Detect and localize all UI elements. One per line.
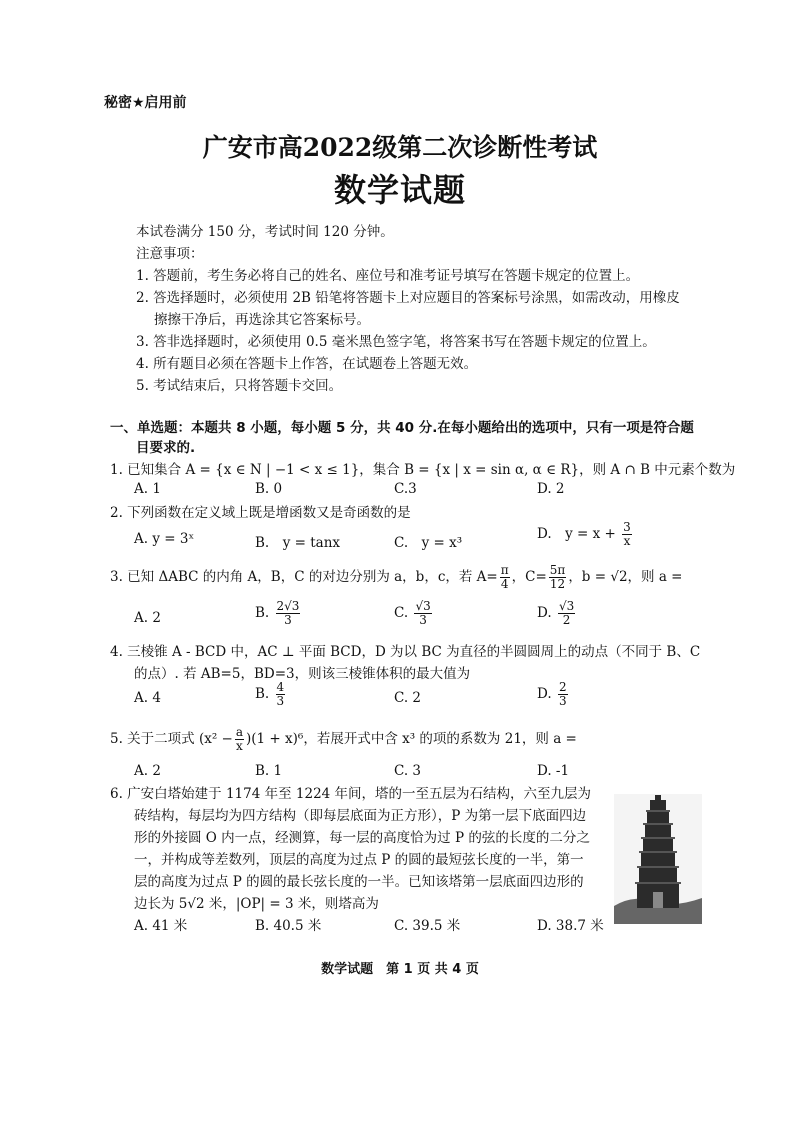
fraction-denominator: x <box>623 534 631 548</box>
question-6-stem-continued: 一，并构成等差数列，顶层的高度为过点 P 的圆的最短弦长度的一半，第一 <box>134 852 584 868</box>
option-fraction <box>276 600 301 627</box>
question-5-option-d: D. -1 <box>537 763 570 779</box>
question-4-stem: 4. 三棱锥 A - BCD 中，AC ⊥ 平面 BCD，D 为以 BC 为直径的半圆圆周上的动点（不同于 B、C <box>110 644 701 660</box>
question-2-option-d-prefix: D. y = x + <box>537 526 616 542</box>
question-2-option-d <box>537 521 634 548</box>
notice-item: 2. 答选择题时，必须使用 2B 铅笔将答题卡上对应题目的答案标号涂黑，如需改动，用橡皮 <box>136 290 680 306</box>
question-6-option-c: C. 39.5 米 <box>394 918 461 934</box>
fraction-numerator: 3 <box>623 520 631 534</box>
option-prefix: B. <box>255 686 270 702</box>
page-footer: 数学试题 第 1 页 共 4 页 <box>321 962 479 977</box>
fraction-denominator: 12 <box>549 577 566 591</box>
fraction-denominator: x <box>236 739 243 753</box>
notice-item: 3. 答非选择题时，必须使用 0.5 毫米黑色签字笔，将答案书写在答题卡规定的位置上。 <box>136 334 656 350</box>
question-5-option-b: B. 1 <box>255 763 283 779</box>
question-5-stem <box>110 726 577 753</box>
fraction-numerator: a <box>235 725 244 739</box>
notice-heading: 注意事项： <box>136 246 204 262</box>
subject-title: 数学试题 <box>333 171 466 209</box>
question-4-option-d <box>537 681 570 708</box>
option-prefix: B. <box>255 605 270 621</box>
question-2-option-d-fraction <box>622 521 632 548</box>
fraction-denominator: 3 <box>558 694 567 708</box>
confidential-label: 秘密★启用前 <box>104 95 187 111</box>
notice-item: 5. 考试结束后，只将答题卡交回。 <box>136 378 343 394</box>
question-6-stem-continued: 层的高度为过点 P 的圆的最长弦长度的一半。已知该塔第一层底面四边形的 <box>134 874 584 890</box>
question-5-stem-part-b: )(1 + x)⁶，若展开式中含 x³ 的项的系数为 21，则 a = <box>246 731 577 747</box>
question-6-option-a: A. 41 米 <box>134 918 188 934</box>
fraction-numerator: 5π <box>549 563 566 577</box>
option-fraction <box>558 600 575 627</box>
section-heading: 一、单选题：本题共 8 小题，每小题 5 分，共 40 分.在每小题给出的选项中，只有一项是符合题 <box>110 420 694 436</box>
angle-a-fraction <box>500 564 510 591</box>
notice-item: 1. 答题前，考生务必将自己的姓名、座位号和准考证号填写在答题卡规定的位置上。 <box>136 268 640 284</box>
question-6-option-b: B. 40.5 米 <box>255 918 322 934</box>
option-prefix: C. <box>394 605 409 621</box>
question-2-option-b: B. y = tanx <box>255 535 341 551</box>
option-fraction <box>558 681 568 708</box>
question-5-stem-part-a: 5. 关于二项式 (x² − <box>110 731 233 747</box>
question-1-option-d: D. 2 <box>537 481 565 497</box>
option-fraction <box>414 600 431 627</box>
exam-title: 广安市高2022级第二次诊断性考试 <box>202 133 598 162</box>
question-2-option-a: A. y = 3ˣ <box>134 531 195 547</box>
question-3-stem-part-a: 3. 已知 ΔABC 的内角 A，B，C 的对边分别为 a，b，c，若 A= <box>110 569 498 585</box>
question-1-stem: 1. 已知集合 A = {x ∈ N | −1 < x ≤ 1}，集合 B = {x | x = sin α, α ∈ R}，则 A ∩ B 中元素个数为 <box>110 462 736 478</box>
question-3-stem-part-c: ，b = √2，则 a = <box>568 569 683 585</box>
notice-intro: 本试卷满分 150 分，考试时间 120 分钟。 <box>136 224 394 240</box>
question-3-option-d <box>537 600 577 627</box>
fraction-denominator: 3 <box>419 613 427 627</box>
question-6-stem-continued: 边长为 5√2 米，|OP| = 3 米，则塔高为 <box>134 896 379 912</box>
question-1-option-a: A. 1 <box>134 481 161 497</box>
fraction-denominator: 2 <box>562 613 571 627</box>
notice-item-continued: 擦擦干净后，再选涂其它答案标号。 <box>154 312 370 328</box>
angle-c-fraction <box>549 564 567 591</box>
question-6-stem-continued: 砖结构，每层均为四方结构（即每层底面为正方形），P 为第一层下底面四边 <box>134 808 587 824</box>
fraction-numerator: 2√3 <box>276 599 300 613</box>
question-6-stem-continued: 形的外接圆 O 内一点，经测算，每一层的高度恰为过 P 的弦的长度的二分之 <box>134 830 590 846</box>
question-5-fraction <box>235 726 244 753</box>
fraction-numerator: 2 <box>558 680 567 694</box>
question-5-option-c: C. 3 <box>394 763 422 779</box>
question-3-option-b <box>255 600 302 627</box>
fraction-numerator: π <box>500 563 509 577</box>
option-prefix: D. <box>537 605 552 621</box>
question-1-option-c: C.3 <box>394 481 417 497</box>
option-prefix: D. <box>537 686 552 702</box>
question-3-stem <box>110 564 682 591</box>
question-4-option-c: C. 2 <box>394 690 422 706</box>
notice-item: 4. 所有题目必须在答题卡上作答，在试题卷上答题无效。 <box>136 356 478 372</box>
question-5-option-a: A. 2 <box>134 763 161 779</box>
question-3-option-a: A. 2 <box>134 610 161 626</box>
question-6-option-d: D. 38.7 米 <box>537 918 604 934</box>
question-3-option-c <box>394 600 434 627</box>
option-fraction <box>276 681 286 708</box>
section-heading-continued: 目要求的. <box>136 440 196 456</box>
fraction-denominator: 3 <box>284 613 292 627</box>
question-4-option-b <box>255 681 287 708</box>
question-4-option-a: A. 4 <box>134 690 161 706</box>
question-2-stem: 2. 下列函数在定义域上既是增函数又是奇函数的是 <box>110 505 411 521</box>
fraction-denominator: 3 <box>276 694 285 708</box>
question-3-stem-part-b: ，C= <box>511 569 547 585</box>
question-4-stem-continued: 的点）. 若 AB=5，BD=3，则该三棱锥体积的最大值为 <box>134 666 471 682</box>
pagoda-photo <box>614 794 702 924</box>
question-1-option-b: B. 0 <box>255 481 283 497</box>
fraction-denominator: 4 <box>500 577 509 591</box>
question-6-stem: 6. 广安白塔始建于 1174 年至 1224 年间，塔的一至五层为石结构，六至九层为 <box>110 786 592 802</box>
question-2-option-c: C. y = x³ <box>394 535 463 551</box>
fraction-numerator: √3 <box>558 599 575 613</box>
fraction-numerator: √3 <box>415 599 431 613</box>
fraction-numerator: 4 <box>276 680 285 694</box>
